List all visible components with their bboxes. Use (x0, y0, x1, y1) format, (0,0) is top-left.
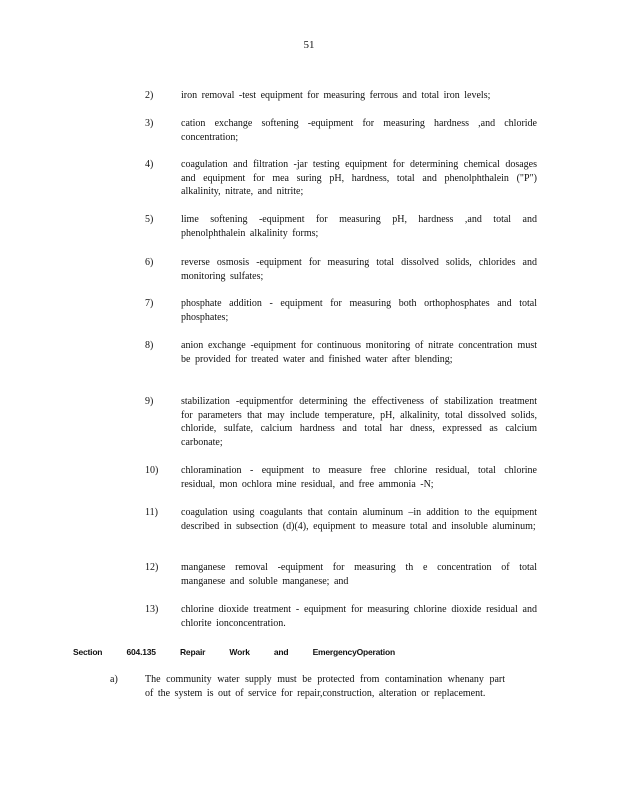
list-item-text: lime softening -equipment for measuring pH, hardness ,and total and phenolphthalein alkalinity forms; (181, 214, 537, 239)
list-item-number: 11) (145, 507, 158, 518)
list-item-text: manganese removal -equipment for measuring th e concentration of total manganese and soluble manganese; and (181, 562, 537, 587)
section-title-word: Work (229, 647, 250, 657)
list-item-number: 13) (145, 604, 159, 615)
list-item-text: chlorine dioxide treatment - equipment for measuring chlorine dioxide residual and chlorite ionconcentration. (181, 604, 537, 629)
list-item-number: 9) (145, 396, 154, 407)
list-item-number: 4) (145, 159, 154, 170)
list-item-text: phosphate addition - equipment for measuring both orthophosphates and total phosphates; (181, 298, 537, 323)
list-item-text: anion exchange -equipment for continuous monitoring of nitrate concentration must be provided for treated water and finished water after blending; (181, 340, 537, 365)
list-item-number: 5) (145, 214, 154, 225)
list-item-number: 12) (145, 562, 159, 573)
list-item-text: reverse osmosis -equipment for measuring total dissolved solids, chlorides and monitoring sulfates; (181, 257, 537, 282)
list-item-number: 2) (145, 90, 154, 101)
list-item-text: stabilization -equipmentfor determining the effectiveness of stabilization treatment for parameters that may include temperature, pH, alkalinity, total dissolved solids, chloride, sulfate, calcium hardness and total har dness, expressed as calcium carbonate; (181, 396, 537, 448)
section-heading (73, 646, 433, 660)
list-item-number: 3) (145, 118, 154, 129)
section-title-word: and (273, 647, 289, 657)
list-item-number: 8) (145, 340, 154, 351)
list-item-number: 7) (145, 298, 154, 309)
list-item-text: coagulation and filtration -jar testing equipment for determining chemical dosages and equipment for mea suring pH, hardness, total and phenolphthalein ("P") alkalinity, nitrate, and nitrite; (181, 159, 537, 197)
list-item-number: 6) (145, 257, 154, 268)
section-label: Section (73, 647, 103, 657)
subsection-letter: a) (110, 674, 118, 685)
section-number: 604.135 (126, 647, 156, 657)
list-item-text: coagulation using coagulants that contain aluminum –in addition to the equipment described in subsection (d)(4), equipment to measure total and insoluble aluminum; (181, 507, 537, 532)
section-title-word: Repair (179, 647, 206, 657)
section-title-word: EmergencyOperation (312, 647, 395, 657)
list-item-text: iron removal -test equipment for measuring ferrous and total iron levels; (181, 90, 491, 101)
list-item-text: cation exchange softening -equipment for measuring hardness ,and chloride concentration; (181, 118, 537, 143)
subsection-text: The community water supply must be protected from contamination whenany part of the system is out of service for repair,construction, alteration or replacement. (145, 674, 505, 699)
page-number: 51 (303, 39, 315, 51)
list-item-number: 10) (145, 465, 159, 476)
list-item-text: chloramination - equipment to measure free chlorine residual, total chlorine residual, mon ochlora mine residual, and free ammonia -N; (181, 465, 537, 490)
